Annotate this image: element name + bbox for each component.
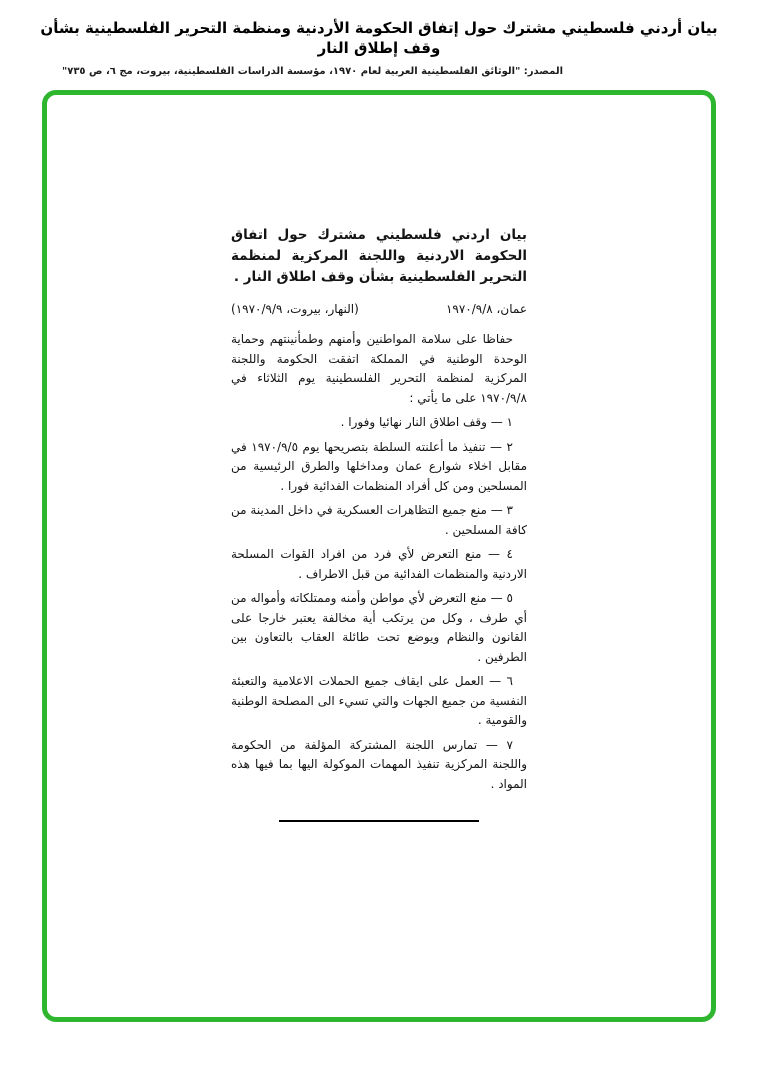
footnote-divider (279, 820, 479, 822)
doc-paragraph-item-2: ٢ — تنفيذ ما أعلنته السلطة بتصريحها يوم ١٩٧٠/٩/٥ في مقابل اخلاء شوارع عمان ومداخلها والطرق الرئيسية من المسلحين ومن كل أفراد المنظمات الفدائية فورا . (231, 439, 527, 493)
doc-paragraph-item-6: ٦ — العمل على ايقاف جميع الحملات الاعلامية والتعبئة النفسية من جميع الجهات والتي تسيء الى المصلحة الوطنية والقومية . (231, 674, 527, 727)
dateline-publication: (النهار، بيروت، ١٩٧٠/٩/٩) (231, 302, 359, 316)
doc-paragraph-item-5: ٥ — منع التعرض لأي مواطن وأمنه وممتلكاته وأمواله من أي طرف ، وكل من يرتكب أية مخالفة يعتبر خارجا على القانون والنظام ويوضع تحت طائلة العقاب بالتعاون بين الطرفين . (231, 591, 527, 664)
page-header (0, 0, 758, 77)
doc-paragraph-intro: حفاظا على سلامة المواطنين وأمنهم وطمأنينتهم وحماية الوحدة الوطنية في المملكة اتفقت الحكومة واللجنة المركزية لمنظمة التحرير الفلسطينية يوم الثلاثاء في ١٩٧٠/٩/٨ على ما يأتي : (231, 332, 527, 405)
document-text (231, 330, 527, 794)
doc-paragraph-item-4: ٤ — منع التعرض لأي فرد من افراد القوات المسلحة الاردنية والمنظمات الفدائية من قبل الاطراف . (231, 547, 527, 581)
document-body-column (231, 225, 527, 822)
dateline-place-date: عمان، ١٩٧٠/٩/٨ (445, 302, 527, 316)
doc-paragraph-item-1: ١ — وقف اطلاق النار نهائيا وفورا . (340, 415, 513, 429)
document-scan-frame (42, 90, 716, 1022)
doc-paragraph-item-7: ٧ — تمارس اللجنة المشتركة المؤلفة من الحكومة واللجنة المركزية تنفيذ المهمات الموكولة اليها بما فيها هذه المواد . (231, 737, 527, 791)
document-title: بيان اردني فلسطيني مشترك حول اتفاق الحكومة الاردنية واللجنة المركزية لمنظمة التحرير الفلسطينية بشأن وقف اطلاق النار . (231, 227, 527, 285)
doc-paragraph-item-3: ٣ — منع جميع التظاهرات العسكرية في داخل المدينة من كافة المسلحين . (231, 503, 527, 537)
source-line: المصدر: "الوثائق الفلسطينية العربية لعام ١٩٧٠، مؤسسة الدراسات الفلسطينية، بيروت، مج ٦، ص ٧٣٥" (62, 65, 564, 77)
dateline (231, 302, 527, 316)
page-title: بيان أردني فلسطيني مشترك حول إتفاق الحكومة الأردنية ومنظمة التحرير الفلسطينية بشأن وقف إطلاق النار (40, 19, 718, 58)
